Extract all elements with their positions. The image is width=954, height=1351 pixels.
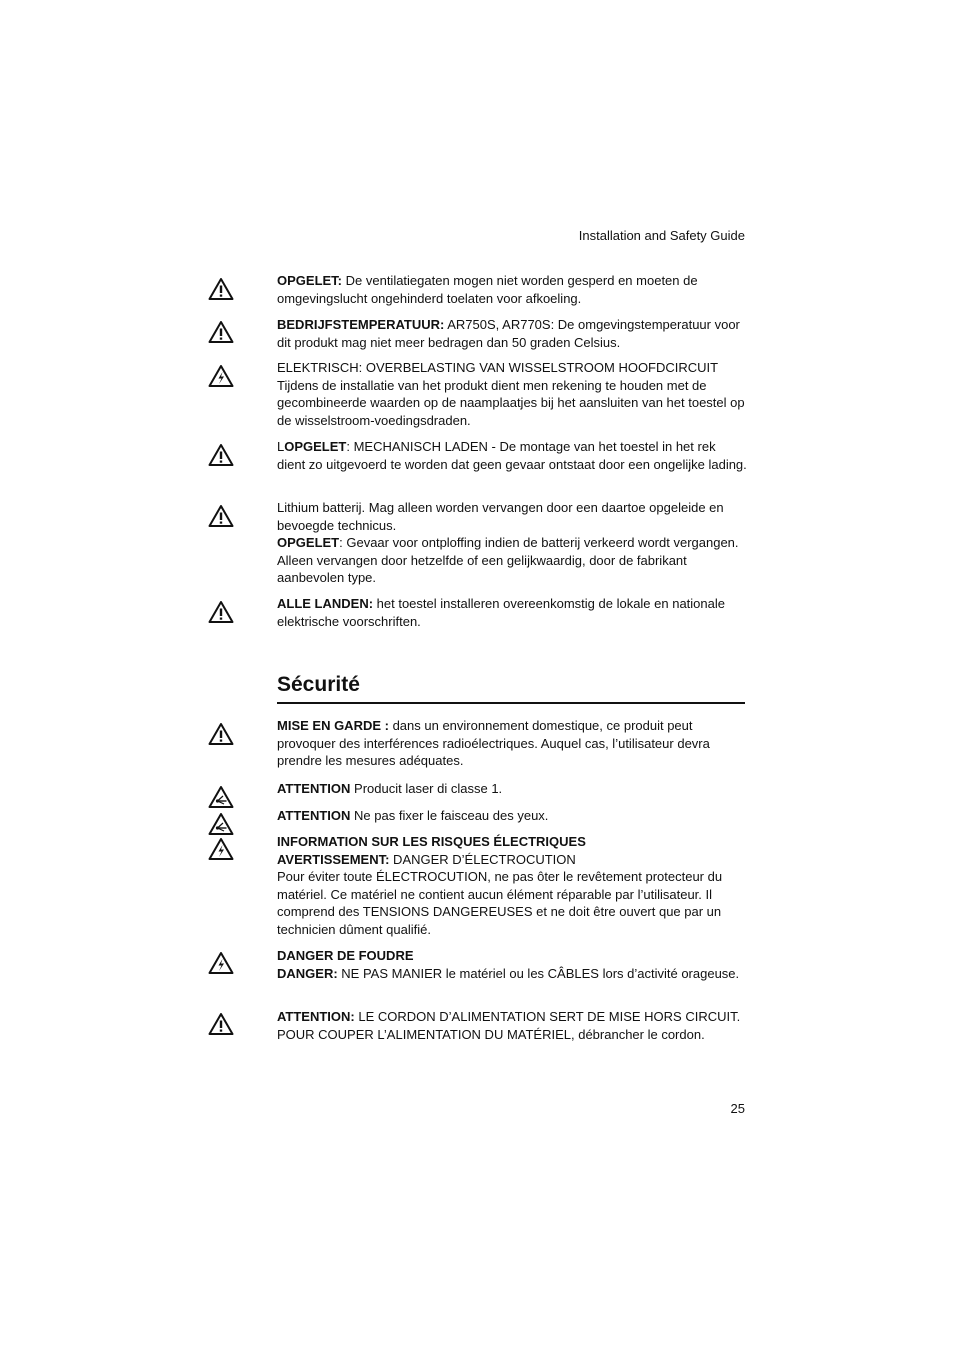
all-countries-label: ALLE LANDEN: (277, 596, 374, 611)
attention-label: ATTENTION (277, 781, 351, 796)
eye-attention (277, 807, 747, 825)
warning-laser-icon (208, 785, 234, 809)
section-divider (277, 702, 745, 704)
caution-text: De ventilatiegaten mogen niet worden gesperd en moeten de omgevingslucht ongehinderd toelaten voor afkoeling. (277, 273, 698, 306)
warning-exclamation-icon (208, 277, 234, 301)
electrical-risk-info (277, 833, 747, 938)
electrical-text: Tijdens de installatie van het produkt dient men rekening te houden met de gecombineerde waarden op de naamplaatjes bij het aansluiten van het toestel op de wisselstroom-voedingsdraden. (277, 377, 745, 428)
mechanical-text: : MECHANISCH LADEN - De montage van het toestel in het rek dient zo uitgevoerd te worden dat geen gevaar ontstaat door een ongelijke lading. (277, 439, 747, 472)
attention-laser-text: Producit laser di classe 1. (350, 781, 503, 796)
electrical-risk-text: Pour éviter toute ÉLECTROCUTION, ne pas ôter le revêtement protecteur du matériel. Ce matériel ne contient aucun élément réparable par l’utilisateur. Il comprend des TENSIONS DANGEREUSES et ne doit être ouvert que par un technicien dûment qualifié. (277, 869, 723, 937)
warning-lightning-icon (208, 951, 234, 975)
caution-label: OPGELET: (277, 273, 343, 288)
temperature-text: AR750S, AR770S: De omgevingstemperatuur voor dit produkt mag niet meer bedragen dan 50 graden Celsius. (277, 317, 740, 350)
lithium-caution-text: : Gevaar voor ontploffing indien de batterij verkeerd wordt vergangen. Alleen vervangen door hetzelfde of een gelijkwaardig, door de fabrikant aanbevolen type. (277, 535, 739, 585)
warning-exclamation-icon (208, 722, 234, 746)
section-title: Sécurité (277, 673, 360, 696)
warning-label-text: DANGER D’ÉLECTROCUTION (389, 851, 576, 867)
all-countries-text: het toestel installeren overeenkomstig de lokale en nationale elektrische voorschriften. (277, 596, 725, 629)
temperature-label: BEDRIJFSTEMPERATUUR: (277, 317, 445, 332)
radio-interference-warning (277, 717, 747, 770)
lightning-text: NE PAS MANIER le matériel ou les CÂBLES lors d’activité orageuse. (337, 965, 740, 981)
all-countries (277, 595, 747, 630)
lithium-label: OPGELET (277, 535, 340, 550)
running-header: Installation and Safety Guide (578, 228, 745, 243)
mise-en-garde-label: MISE EN GARDE : (277, 718, 389, 733)
lightning-danger (277, 947, 747, 982)
warning-laser-icon (208, 812, 234, 836)
power-cord-attention (277, 1008, 747, 1043)
mise-en-garde-text: dans un environnement domestique, ce produit peut provoquer des interférences radioélectriques. Auquel cas, l’utilisateur devra prendre les mesures adéquates. (277, 718, 710, 768)
laser-class-attention (277, 780, 747, 798)
warning-lightning-icon (208, 837, 234, 861)
warning-exclamation-icon (208, 1012, 234, 1036)
mechanical-label: OPGELET (284, 439, 347, 454)
operating-temperature (277, 316, 747, 351)
attention-label: ATTENTION (277, 808, 351, 823)
warning-exclamation-icon (208, 600, 234, 624)
warning-exclamation-icon (208, 443, 234, 467)
mechanical-loading (277, 438, 747, 473)
warning-exclamation-icon (208, 504, 234, 528)
lightning-heading: DANGER DE FOUDRE (277, 948, 414, 963)
lithium-text: Lithium batterij. Mag alleen worden vervangen door een daartoe opgeleide en bevoegde technicus. (277, 500, 724, 533)
attention-eyes-text: Ne pas fixer le faisceau des yeux. (350, 808, 549, 823)
page-number: 25 (730, 1101, 745, 1116)
electrical-heading: ELEKTRISCH: OVERBELASTING VAN WISSELSTROOM HOOFDCIRCUIT (277, 360, 719, 375)
electrical-overload (277, 359, 747, 429)
danger-label: DANGER: (277, 965, 338, 981)
mechanical-prefix: L (277, 439, 285, 454)
attention-label: ATTENTION: (277, 1009, 355, 1024)
power-cord-text: LE CORDON D’ALIMENTATION SERT DE MISE HORS CIRCUIT. POUR COUPER L’ALIMENTATION DU MATÉRIEL, débrancher le cordon. (277, 1009, 741, 1042)
electrical-risk-heading: INFORMATION SUR LES RISQUES ÉLECTRIQUES (277, 834, 586, 849)
lithium-battery (277, 499, 747, 587)
warning-label: AVERTISSEMENT: (277, 851, 390, 867)
warning-exclamation-icon (208, 320, 234, 344)
caution-ventilation (277, 272, 747, 307)
warning-lightning-icon (208, 364, 234, 388)
